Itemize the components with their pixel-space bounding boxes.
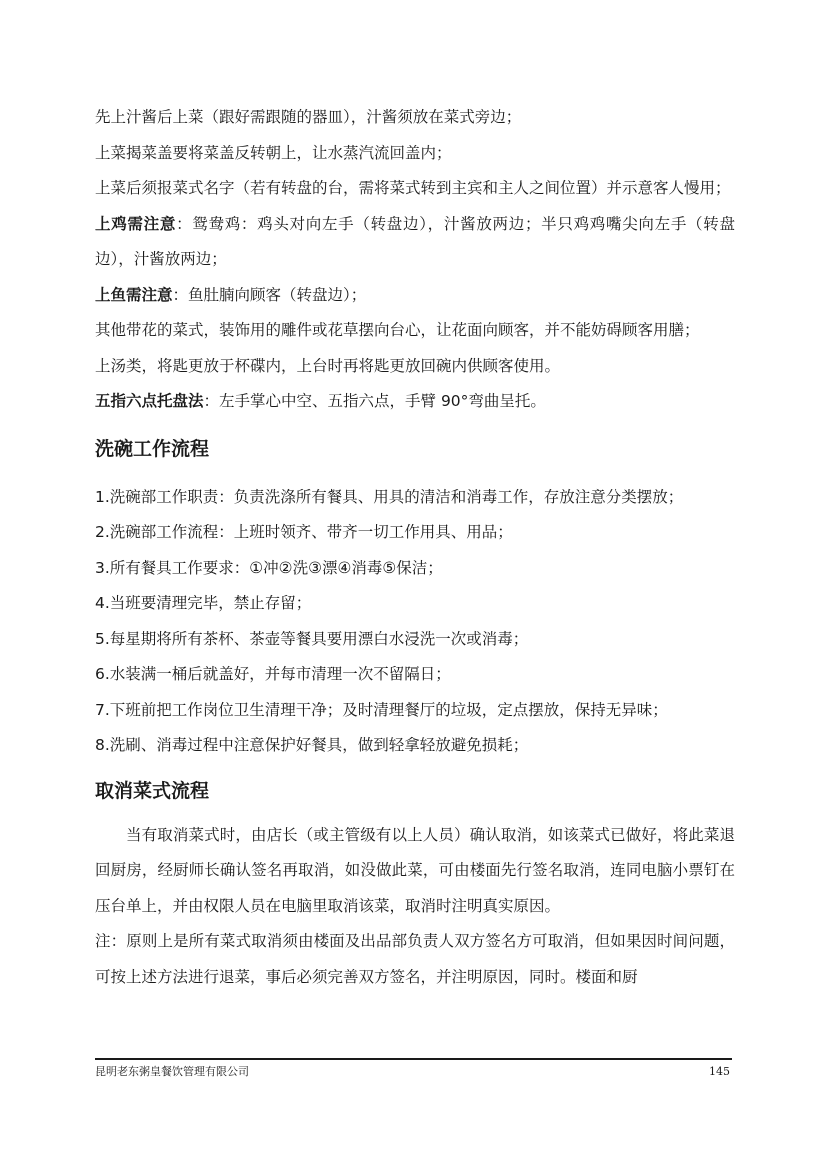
fish-rule [95,278,735,314]
section-heading-wash: 洗碗工作流程 [95,437,210,460]
cancel-body: 当有取消菜式时，由店长（或主管级有以上人员）确认取消，如该菜式已做好，将此菜退回厨房，经厨师长确认签名再取消，如没做此菜，可由楼面先行签名取消，连同电脑小票钉在压台单上，并由权限人员在电脑里取消该菜，取消时注明真实原因。 [95,825,735,915]
wash-list-item: 1.洗碗部工作职责：负责洗涤所有餐具、用具的清洁和消毒工作，存放注意分类摆放； [95,487,684,506]
wash-list-item: 4.当班要清理完毕，禁止存留； [95,594,312,612]
wash-list-item: 3.所有餐具工作要求：①冲②洗③漂④消毒⑤保洁； [95,558,443,577]
other-line: 上汤类，将匙更放于杯碟内，上台时再将匙更放回碗内供顾客使用。 [95,356,561,375]
wash-list-item: 6.水装满一桶后就盖好，并每市清理一次不留隔日； [95,665,451,683]
cancel-note: 注：原则上是所有菜式取消须由楼面及出品部负责人双方签名方可取消，但如果因时间问题，可按上述方法进行退菜，事后必须完善双方签名，并注明原因，同时。楼面和厨 [95,932,735,986]
tray-rule [95,384,735,420]
intro-line: 上菜揭菜盖要将菜盖反转朝上，让水蒸汽流回盖内； [95,143,452,162]
chicken-rule-text: ：鸳鸯鸡：鸡头对向左手（转盘边），汁酱放两边；半只鸡鸡嘴尖向左手（转盘边），汁酱放两边； [95,214,735,268]
footer-company-name: 昆明老东粥皇餐饮管理有限公司 [95,1065,249,1078]
section-heading-cancel: 取消菜式流程 [95,779,210,802]
tray-rule-lead: 五指六点托盘法 [95,392,204,410]
page-number: 145 [709,1065,730,1078]
wash-list-item: 7.下班前把工作岗位卫生清理干净；及时清理餐厅的垃圾，定点摆放，保持无异味； [95,700,668,719]
fish-rule-text: ：鱼肚腩向顾客（转盘边）； [172,285,367,304]
chicken-rule-lead: 上鸡需注意 [95,214,177,233]
wash-list-item: 5.每星期将所有茶杯、茶壶等餐具要用漂白水浸洗一次或消毒； [95,629,529,648]
fish-rule-lead: 上鱼需注意 [95,285,173,304]
wash-list-item: 8.洗刷、消毒过程中注意保护好餐具，做到轻拿轻放避免损耗； [95,736,529,754]
wash-list-item: 2.洗碗部工作流程：上班时领齐、带齐一切工作用具、用品； [95,523,513,541]
other-line: 其他带花的菜式，装饰用的雕件或花草摆向台心，让花面向顾客，并不能妨碍顾客用膳； [95,321,700,339]
tray-rule-text: ：左手掌心中空、五指六点，手臂 90°弯曲呈托。 [203,392,546,410]
intro-line: 上菜后须报菜式名字（若有转盘的台，需将菜式转到主宾和主人之间位置）并示意客人慢用； [95,179,731,197]
chicken-rule [95,207,735,278]
page-content [95,100,735,995]
footer-divider [95,1058,732,1060]
intro-line: 先上汁酱后上菜（跟好需跟随的器皿），汁酱须放在菜式旁边； [95,108,522,126]
